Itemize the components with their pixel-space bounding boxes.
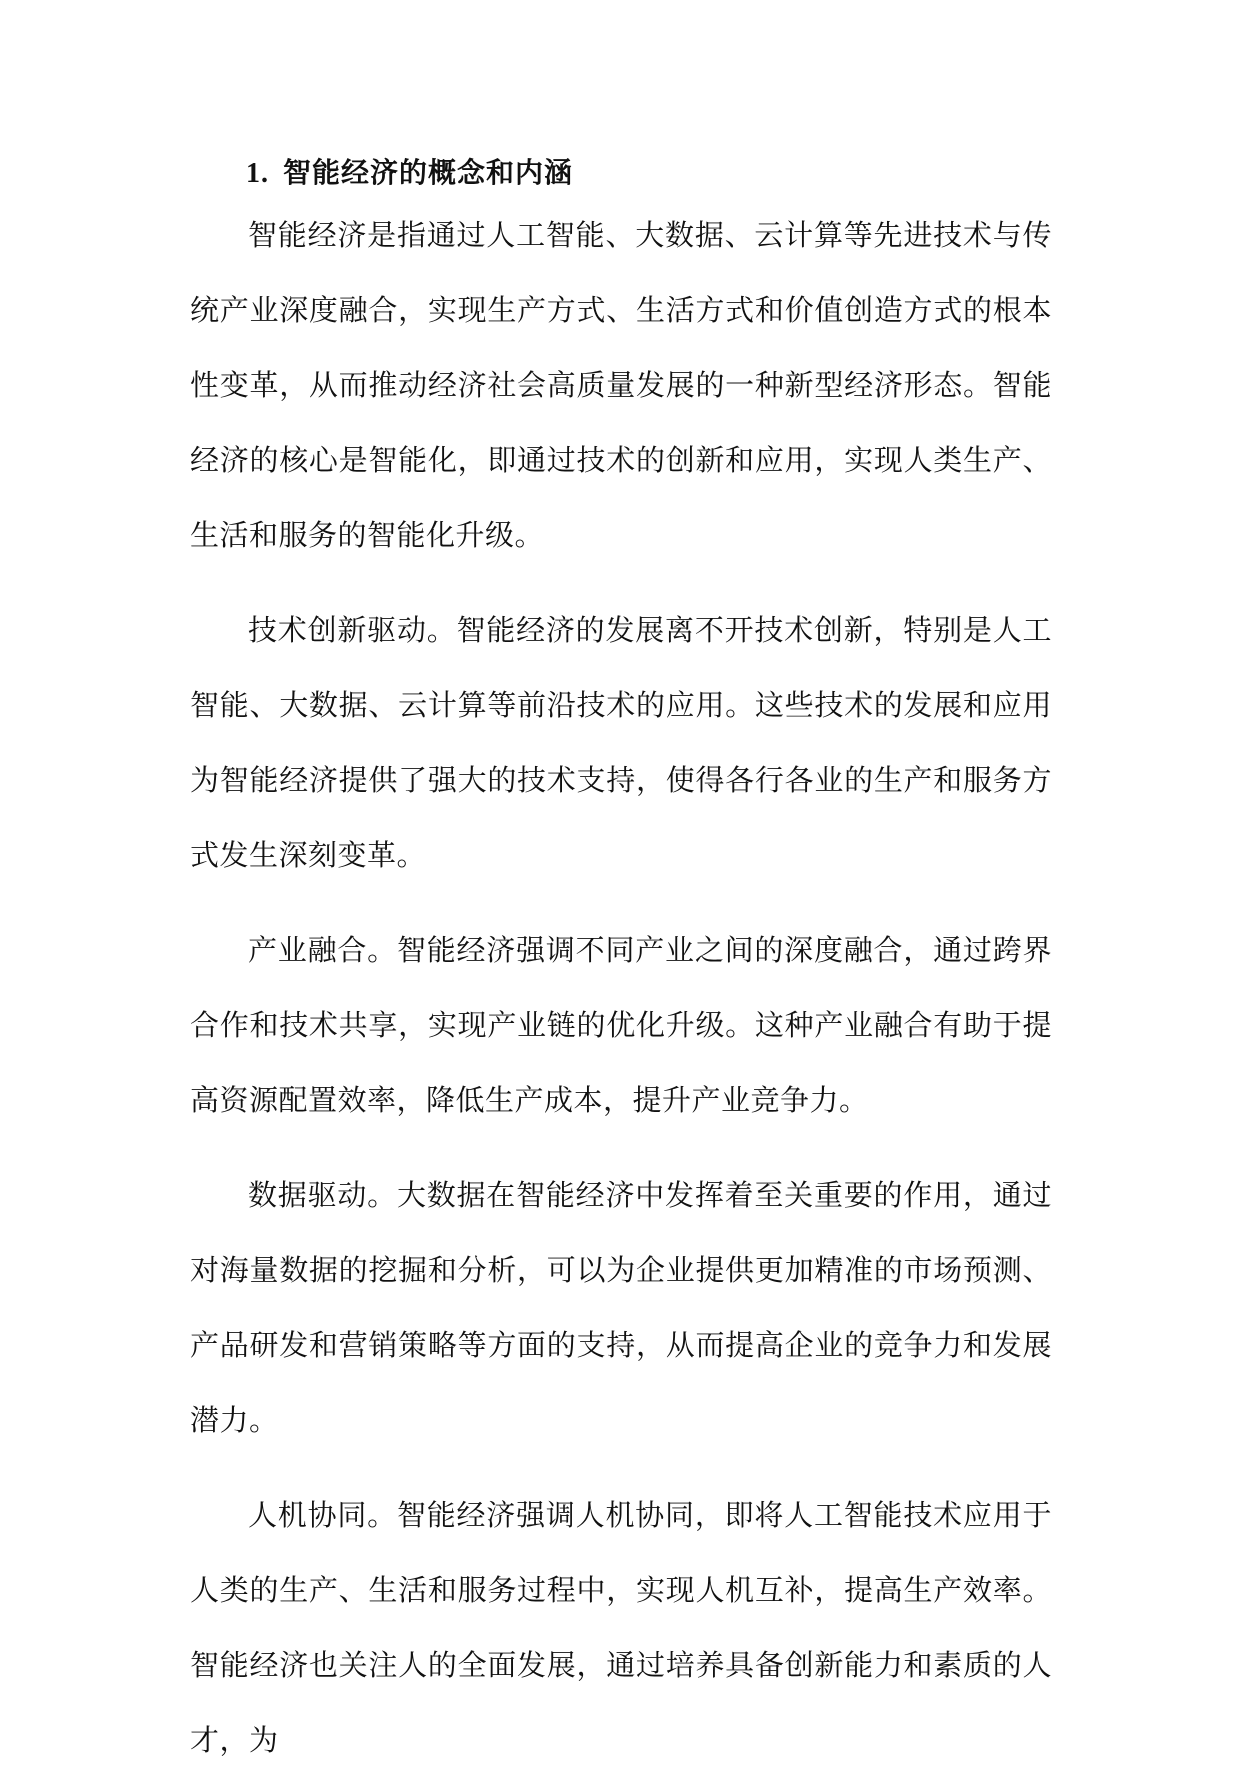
paragraph-definition: 智能经济是指通过人工智能、大数据、云计算等先进技术与传统产业深度融合，实现生产方式、生活方式和价值创造方式的根本性变革，从而推动经济社会高质量发展的一种新型经济形态。智能经济的核心是智能化，即通过技术的创新和应用，实现人类生产、生活和服务的智能化升级。 (190, 218, 1052, 552)
section-heading (190, 148, 1052, 198)
section-title: 智能经济的概念和内涵 (283, 156, 574, 189)
section-number: 1. (246, 158, 269, 189)
paragraph-list (190, 198, 1052, 1778)
paragraph-industry-integration: 产业融合。智能经济强调不同产业之间的深度融合，通过跨界合作和技术共享，实现产业链的优化升级。这种产业融合有助于提高资源配置效率，降低生产成本，提升产业竞争力。 (190, 933, 1052, 1117)
paragraph-technology-innovation: 技术创新驱动。智能经济的发展离不开技术创新，特别是人工智能、大数据、云计算等前沿技术的应用。这些技术的发展和应用为智能经济提供了强大的技术支持，使得各行各业的生产和服务方式发生深刻变革。 (190, 613, 1052, 872)
paragraph-human-machine-collaboration: 人机协同。智能经济强调人机协同，即将人工智能技术应用于人类的生产、生活和服务过程中，实现人机互补，提高生产效率。智能经济也关注人的全面发展，通过培养具备创新能力和素质的人才，为 (190, 1498, 1052, 1757)
document-body (190, 148, 1052, 1778)
paragraph-data-driven: 数据驱动。大数据在智能经济中发挥着至关重要的作用，通过对海量数据的挖掘和分析，可以为企业提供更加精准的市场预测、产品研发和营销策略等方面的支持，从而提高企业的竞争力和发展潜力。 (190, 1178, 1052, 1437)
